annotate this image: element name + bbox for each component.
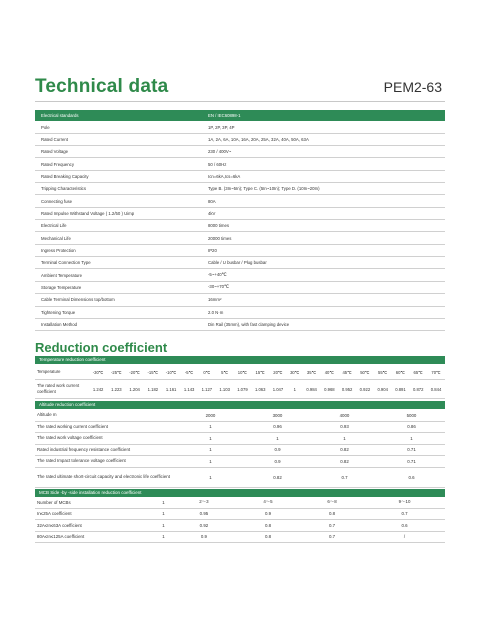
spec-label: Electrical Life xyxy=(35,220,202,232)
page-title: Technical data xyxy=(35,76,169,97)
temperature-cell: 0℃ xyxy=(198,365,216,380)
altitude-label: The rated work voltage coefficient xyxy=(35,433,177,445)
temperature-cell: -10℃ xyxy=(162,365,180,380)
temperature-cell: 35℃ xyxy=(303,365,321,380)
spec-label: Tightening Torque xyxy=(35,306,202,318)
coefficient-cell: 1 xyxy=(287,380,303,399)
coefficient-cell: 1.079 xyxy=(234,380,252,399)
spec-label: Terminal Connection Type xyxy=(35,257,202,269)
coefficient-cell: 1.103 xyxy=(216,380,234,399)
temperature-cell: 70℃ xyxy=(427,365,445,380)
spec-label: Installation Method xyxy=(35,318,202,330)
coefficient-cell: 0.891 xyxy=(392,380,410,399)
mcb-label: 32A≤In≤63A coefficient xyxy=(35,520,155,532)
mcb-row xyxy=(35,508,445,520)
spec-row xyxy=(35,318,445,330)
mcb-value: 1 xyxy=(155,497,172,508)
spec-label: Connecting fuse xyxy=(35,195,202,207)
temperature-cell: 30℃ xyxy=(287,365,303,380)
spec-row xyxy=(35,110,445,121)
altitude-row xyxy=(35,444,445,456)
coefficient-cell: 1.161 xyxy=(162,380,180,399)
spec-value: 80A xyxy=(202,195,445,207)
altitude-row xyxy=(35,467,445,487)
mcb-value: 0.6 xyxy=(364,520,445,532)
spec-row xyxy=(35,294,445,306)
spec-row xyxy=(35,195,445,207)
altitude-label: Altitude m xyxy=(35,410,177,421)
mcb-value: 0.8 xyxy=(236,520,300,532)
temperature-cell: -20℃ xyxy=(126,365,144,380)
spec-value: IP20 xyxy=(202,244,445,256)
spec-value: 230 / 400V~ xyxy=(202,146,445,158)
temperature-cell: 60℃ xyxy=(392,365,410,380)
spec-label: Rated Voltage xyxy=(35,146,202,158)
spec-label: Cable Terminal Dimensions top/bottom xyxy=(35,294,202,306)
temperature-cell: 65℃ xyxy=(409,365,427,380)
temperature-cell: 15℃ xyxy=(251,365,269,380)
altitude-row xyxy=(35,410,445,421)
mcb-value: 0.7 xyxy=(300,520,364,532)
altitude-value: 5000 xyxy=(378,410,445,421)
mcb-value: 9～10 xyxy=(364,497,445,508)
mcb-label: Number of MCBs xyxy=(35,497,155,508)
spec-value: 16mm² xyxy=(202,294,445,306)
altitude-value: 0.71 xyxy=(378,444,445,456)
temperature-cell: 45℃ xyxy=(338,365,356,380)
altitude-value: 0.9 xyxy=(244,456,311,468)
altitude-table xyxy=(35,410,445,488)
altitude-value: 1 xyxy=(177,444,244,456)
mcb-value: 4～5 xyxy=(236,497,300,508)
spec-label: Pole xyxy=(35,121,202,133)
altitude-value: 4000 xyxy=(311,410,378,421)
altitude-value: 0.96 xyxy=(244,421,311,433)
temperature-table xyxy=(35,365,445,399)
altitude-value: 0.71 xyxy=(378,456,445,468)
coefficient-cell: 0.984 xyxy=(303,380,321,399)
spec-value: 50 / 60Hz xyxy=(202,158,445,170)
coefficient-cell: 1.242 xyxy=(89,380,107,399)
altitude-value: 1 xyxy=(177,456,244,468)
spec-row xyxy=(35,133,445,145)
mcb-value: 0.9 xyxy=(236,508,300,520)
coefficient-cell: 1.143 xyxy=(180,380,198,399)
mcb-value: 6～8 xyxy=(300,497,364,508)
spec-value: 1A, 2A, 6A, 10A, 16A, 20A, 25A, 32A, 40A, 50A, 63A xyxy=(202,133,445,145)
spec-value: Type B. (3In~5In); Type C. (5In~10In); Type D. (10In~20In) xyxy=(202,183,445,195)
reduction-title: Reduction coefficient xyxy=(35,340,168,355)
mcb-value: 0.7 xyxy=(364,508,445,520)
altitude-value: 1 xyxy=(378,433,445,445)
spec-label: Mechanical Life xyxy=(35,232,202,244)
coefficient-cell: 1.182 xyxy=(144,380,162,399)
altitude-value: 1 xyxy=(177,467,244,487)
coefficient-cell: 1.223 xyxy=(107,380,125,399)
altitude-value: 2000 xyxy=(177,410,244,421)
temperature-cell: 55℃ xyxy=(374,365,392,380)
coefficient-cell: 1.204 xyxy=(126,380,144,399)
coefficient-cell: 0.922 xyxy=(356,380,374,399)
temperature-cell: 10℃ xyxy=(234,365,252,380)
coefficient-cell: 1.047 xyxy=(269,380,287,399)
altitude-value: 3000 xyxy=(244,410,311,421)
temperature-cell: 20℃ xyxy=(269,365,287,380)
current-coefficient-label: The rated work current coefficient xyxy=(35,380,89,399)
altitude-label: The rated ultimate short-circuit capacity and electronic life coefficient xyxy=(35,467,177,487)
mcb-value: 0.92 xyxy=(172,520,236,532)
spec-value: 2.0 N·m xyxy=(202,306,445,318)
mcb-value: 2～3 xyxy=(172,497,236,508)
spec-label: Ingress Protection xyxy=(35,244,202,256)
spec-row xyxy=(35,121,445,133)
spec-value: -5~+40℃ xyxy=(202,269,445,281)
altitude-value: 0.82 xyxy=(311,444,378,456)
spec-row xyxy=(35,146,445,158)
coefficient-cell: 0.844 xyxy=(427,380,445,399)
spec-label: Rated Impulse Withstand Voltage ( 1.2/50 ) Uimp xyxy=(35,207,202,219)
altitude-value: 0.82 xyxy=(244,467,311,487)
mcb-row xyxy=(35,520,445,532)
altitude-label: Rated industrial frequency resistance coefficient xyxy=(35,444,177,456)
temperature-section-bar: Temperature reduction coefficient xyxy=(35,356,445,364)
spec-label: Storage Temperature xyxy=(35,281,202,293)
altitude-value: 0.86 xyxy=(378,421,445,433)
temperature-cell: 50℃ xyxy=(356,365,374,380)
mcb-section-bar: MCB Side -by -side installation reduction coefficient xyxy=(35,489,445,497)
spec-value: 8000 times xyxy=(202,220,445,232)
altitude-value: 0.6 xyxy=(378,467,445,487)
spec-value: Din Rail (35mm), with fast clamping device xyxy=(202,318,445,330)
model-number: PEM2-63 xyxy=(383,79,442,95)
altitude-value: 0.7 xyxy=(311,467,378,487)
spec-label: Rated Current xyxy=(35,133,202,145)
spec-row xyxy=(35,207,445,219)
spec-value: -30~+70℃ xyxy=(202,281,445,293)
temperature-cell: -15℃ xyxy=(144,365,162,380)
altitude-row xyxy=(35,433,445,445)
coefficient-cell: 0.872 xyxy=(409,380,427,399)
coefficient-cell: 0.968 xyxy=(321,380,339,399)
spec-value: 1P, 2P, 3P, 4P xyxy=(202,121,445,133)
altitude-label: The rated working current coefficient xyxy=(35,421,177,433)
altitude-value: 1 xyxy=(311,433,378,445)
coefficient-cell: 1.063 xyxy=(251,380,269,399)
temperature-cell: 5℃ xyxy=(216,365,234,380)
spec-label: Rated Breaking Capacity xyxy=(35,170,202,182)
altitude-label: The rated Impact tolerance voltage coefficient xyxy=(35,456,177,468)
altitude-row xyxy=(35,456,445,468)
mcb-value: 0.8 xyxy=(236,531,300,543)
title-divider xyxy=(35,101,445,102)
spec-row xyxy=(35,183,445,195)
mcb-value: 0.95 xyxy=(172,508,236,520)
altitude-value: 1 xyxy=(177,421,244,433)
coefficient-cell: 0.904 xyxy=(374,380,392,399)
temperature-cell: -30℃ xyxy=(89,365,107,380)
spec-value: 4kV xyxy=(202,207,445,219)
spec-row xyxy=(35,158,445,170)
spec-row xyxy=(35,232,445,244)
altitude-row xyxy=(35,421,445,433)
mcb-value: 0.9 xyxy=(172,531,236,543)
spec-value: EN / IEC60898-1 xyxy=(202,110,445,121)
mcb-value: 0.7 xyxy=(300,531,364,543)
mcb-table xyxy=(35,497,445,543)
temperature-cell: -25℃ xyxy=(107,365,125,380)
coefficient-cell: 0.952 xyxy=(338,380,356,399)
spec-value: Icn=6kA,Ics=6kA xyxy=(202,170,445,182)
mcb-label: In≤25A coefficient xyxy=(35,508,155,520)
mcb-row xyxy=(35,531,445,543)
temperature-label: Temperature xyxy=(35,365,89,380)
spec-row xyxy=(35,220,445,232)
temperature-cell: -5℃ xyxy=(180,365,198,380)
spec-row xyxy=(35,269,445,281)
spec-label: Tripping Characteristics xyxy=(35,183,202,195)
coefficient-cell: 1.127 xyxy=(198,380,216,399)
spec-row xyxy=(35,257,445,269)
spec-value: Cable / U busbar / Plug busbar xyxy=(202,257,445,269)
mcb-value: 1 xyxy=(155,531,172,543)
mcb-label: 80A≤In≤125A coefficient xyxy=(35,531,155,543)
mcb-value: 1 xyxy=(155,520,172,532)
spec-row xyxy=(35,244,445,256)
altitude-value: 0.93 xyxy=(311,421,378,433)
mcb-value: 0.8 xyxy=(300,508,364,520)
altitude-value: 0.9 xyxy=(244,444,311,456)
spec-label: Electrical standards xyxy=(35,110,202,121)
technical-data-table xyxy=(35,110,445,331)
spec-value: 20000 times xyxy=(202,232,445,244)
mcb-value: 1 xyxy=(155,508,172,520)
mcb-row xyxy=(35,497,445,508)
altitude-value: 0.82 xyxy=(311,456,378,468)
spec-label: Rated Frequency xyxy=(35,158,202,170)
spec-row xyxy=(35,281,445,293)
temperature-cell: 40℃ xyxy=(321,365,339,380)
altitude-section-bar: Altitude reduction coefficient xyxy=(35,401,445,409)
altitude-value: 1 xyxy=(244,433,311,445)
spec-label: Ambient Temperature xyxy=(35,269,202,281)
altitude-value: 1 xyxy=(177,433,244,445)
spec-row xyxy=(35,306,445,318)
spec-row xyxy=(35,170,445,182)
mcb-value: / xyxy=(364,531,445,543)
